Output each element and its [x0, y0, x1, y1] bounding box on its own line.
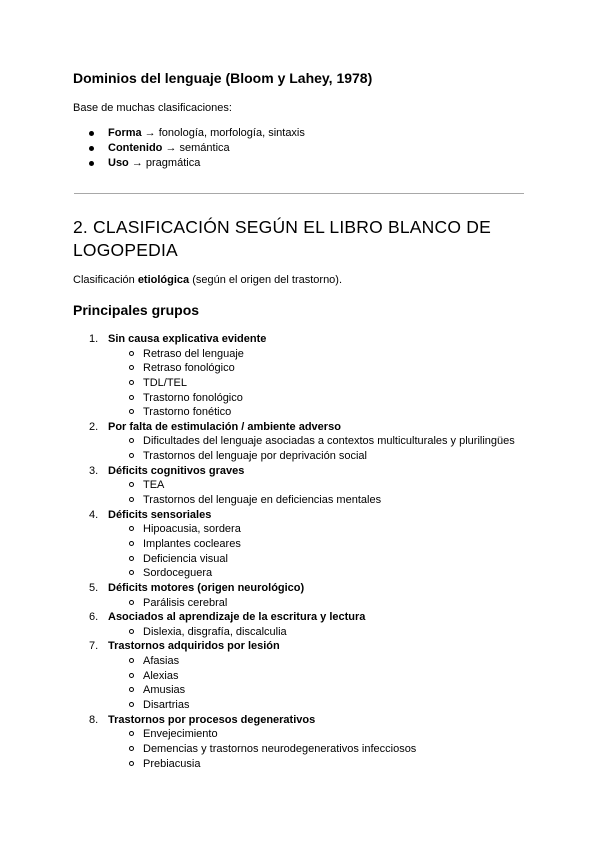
classification-text: [73, 274, 342, 286]
group-subitems: [73, 654, 515, 713]
group-item: [73, 581, 515, 610]
domain-term: Contenido: [108, 142, 163, 154]
subheading-principales-grupos: Principales grupos: [73, 302, 200, 318]
subitem: Trastornos del lenguaje en deficiencias mentales: [73, 493, 515, 508]
group-title: [73, 610, 515, 625]
domain-term: Forma: [108, 127, 142, 139]
subitem: Prebiacusia: [73, 757, 515, 772]
domain-item-uso: [73, 156, 305, 171]
subitem: Deficiencia visual: [73, 552, 515, 567]
group-title-text: Sin causa explicativa evidente: [108, 333, 267, 345]
section-heading-clasificacion: 2. CLASIFICACIÓN SEGÚN EL LIBRO BLANCO DE LOGOPEDIA: [73, 217, 491, 260]
subitem: Alexias: [73, 669, 515, 684]
group-title: [73, 332, 515, 347]
domain-desc: → pragmática: [128, 157, 201, 169]
subitem: Implantes cocleares: [73, 537, 515, 552]
group-number: 7.: [89, 640, 99, 653]
subitem: Retraso del lenguaje: [73, 347, 515, 362]
group-number: 6.: [89, 611, 99, 624]
group-number: 5.: [89, 581, 99, 594]
group-title-text: Trastornos por procesos degenerativos: [108, 713, 316, 726]
group-item: [73, 332, 515, 420]
section-heading-dominios: Dominios del lenguaje (Bloom y Lahey, 1978): [73, 70, 373, 86]
subitem: Demencias y trastornos neurodegenerativos infecciosos: [73, 742, 515, 757]
subitem: Envejecimiento: [73, 727, 515, 742]
domain-desc: → fonología, morfología, sintaxis: [141, 127, 305, 139]
subitem: Retraso fonológico: [73, 361, 515, 376]
group-title-text: Asociados al aprendizaje de la escritura y lectura: [108, 611, 366, 624]
group-subitems: [73, 347, 515, 420]
subitem: Dislexia, disgrafía, discalculia: [73, 625, 515, 640]
group-number: 2.: [89, 420, 99, 433]
group-number: 4.: [89, 508, 99, 521]
group-title: [73, 464, 515, 479]
intro-text: Base de muchas clasificaciones:: [73, 102, 232, 114]
group-title: [73, 713, 515, 728]
group-title-text: Trastornos adquiridos por lesión: [108, 640, 280, 653]
group-subitems: [73, 727, 515, 771]
group-subitems: [73, 478, 515, 507]
group-title: [73, 420, 515, 435]
group-number: 3.: [89, 464, 99, 477]
subitem: Sordoceguera: [73, 566, 515, 581]
group-title: [73, 639, 515, 654]
group-item: [73, 639, 515, 712]
subitem: Trastorno fonológico: [73, 391, 515, 406]
domain-list: [73, 126, 305, 171]
group-title-text: Déficits sensoriales: [108, 508, 212, 521]
classification-suffix: (según el origen del trastorno).: [189, 274, 343, 286]
group-number: 1.: [89, 333, 99, 345]
subitem: Parálisis cerebral: [73, 596, 515, 611]
group-subitems: [73, 434, 515, 463]
horizontal-divider: [74, 193, 524, 194]
group-item: [73, 464, 515, 508]
subitem: Dificultades del lenguaje asociadas a contextos multiculturales y plurilingües: [73, 434, 515, 449]
subitem: Trastorno fonético: [73, 405, 515, 420]
classification-prefix: Clasificación: [73, 274, 138, 286]
subitem: Hipoacusia, sordera: [73, 522, 515, 537]
group-item: [73, 610, 515, 639]
subitem: Afasias: [73, 654, 515, 669]
domain-item-forma: [73, 126, 305, 141]
domain-desc: → semántica: [162, 142, 230, 154]
group-title: [73, 508, 515, 523]
group-item: [73, 508, 515, 581]
group-subitems: [73, 522, 515, 581]
group-subitems: [73, 625, 515, 640]
group-item: [73, 713, 515, 772]
domain-term: Uso: [108, 157, 129, 169]
group-title-text: Déficits cognitivos graves: [108, 464, 245, 477]
group-subitems: [73, 596, 515, 611]
group-number: 8.: [89, 713, 99, 726]
subitem: Amusias: [73, 683, 515, 698]
group-title-text: Por falta de estimulación / ambiente adverso: [108, 420, 341, 433]
group-title: [73, 581, 515, 596]
subitem: Trastornos del lenguaje por deprivación social: [73, 449, 515, 464]
subitem: TEA: [73, 478, 515, 493]
groups-list: [73, 332, 515, 771]
classification-bold: etiológica: [137, 274, 190, 286]
group-item: [73, 420, 515, 464]
domain-item-contenido: [73, 141, 305, 156]
subitem: Disartrias: [73, 698, 515, 713]
group-title-text: Déficits motores (origen neurológico): [108, 581, 305, 594]
subitem: TDL/TEL: [73, 376, 515, 391]
